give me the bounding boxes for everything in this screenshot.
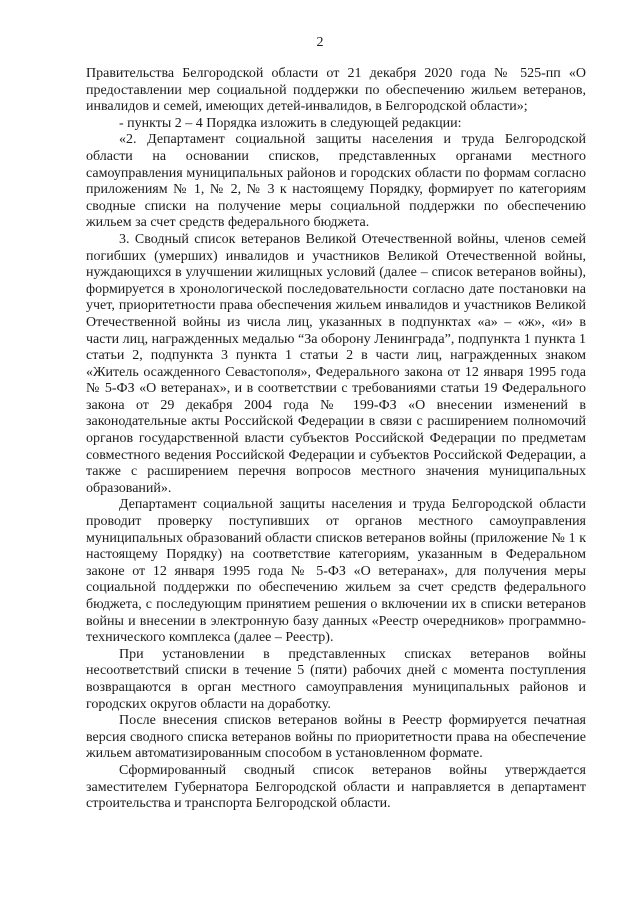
paragraph-registry-printout: После внесения списков ветеранов войны в Реестр формируется печатная версия сводного списка ветеранов войны по приоритетности права на обеспечение жильем автоматизированным способом в установленном формате. (86, 713, 586, 762)
page-number: 2 (316, 35, 324, 50)
paragraph-point-3: 3. Сводный список ветеранов Великой Отечественной войны, членов семей погибших (умерших) инвалидов и участников Великой Отечественной войны, нуждающихся в улучшении жилищных условий (далее – список ветеранов войны), формируется в хронологической последовательности согласно дате постановки на учет, приоритетности права обеспечения жильем инвалидов и участников Великой Отечественной войны из числа лиц, указанных в подпунктах «а» – «ж», «и» в части лиц, награжденных медалью “За оборону Ленинграда”, подпункта 1 пункта 1 статьи 2, подпункта 3 пункта 1 статьи 2 в части лиц, награжденных знаком «Житель осажденного Севастополя», Федерального закона от 12 января 1995 года № 5-ФЗ «О ветеранах», и в соответствии с требованиями статьи 19 Федерального закона от 29 декабря 2004 года № 199-ФЗ «О внесении изменений в законодательные акты Российской Федерации в связи с расширением полномочий органов государственной власти субъектов Российской Федерации по предметам совместного ведения Российской Федерации и субъектов Российской Федерации, а также с расширением перечня вопросов местного значения муниципальных образований». (86, 231, 586, 496)
document-body (86, 66, 586, 813)
paragraph-decree-reference: Правительства Белгородской области от 21 декабря 2020 года № 525-пп «О предоставлении мер социальной поддержки по обеспечению жильем ветеранов, инвалидов и семей, имеющих детей-инвалидов, в Белгородской области»; (86, 66, 586, 115)
paragraph-point-2: «2. Департамент социальной защиты населения и труда Белгородской области на основании списков, представленных органами местного самоуправления муниципальных районов и городских области по формам согласно приложениям № 1, № 2, № 3 к настоящему Порядку, формирует по категориям сводные списки на получение меры социальной поддержки по обеспечению жильем за счет средств федерального бюджета. (86, 132, 586, 231)
paragraph-department-check: Департамент социальной защиты населения и труда Белгородской области проводит проверку поступивших от органов местного самоуправления муниципальных образований области списков ветеранов войны (приложение № 1 к настоящему Порядку) на соответствие категориям, указанным в Федеральном законе от 12 января 1995 года № 5-ФЗ «О ветеранах», для получения меры социальной поддержки по обеспечению жильем за счет средств федерального бюджета, с последующим принятием решения о включении их в списки ветеранов войны и внесении в электронную базу данных «Реестр очередников» программно-технического комплекса (далее – Реестр). (86, 497, 586, 646)
paragraph-amendment-intro: - пункты 2 – 4 Порядка изложить в следующей редакции: (119, 115, 462, 131)
paragraph-discrepancies: При установлении в представленных списках ветеранов войны несоответствий списки в течение 5 (пяти) рабочих дней с момента поступления возвращаются в орган местного самоуправления муниципальных районов и городских округов области на доработку. (86, 646, 586, 712)
paragraph-approval: Сформированный сводный список ветеранов войны утверждается заместителем Губернатора Белгородской области и направляется в департамент строительства и транспорта Белгородской области. (86, 762, 586, 812)
